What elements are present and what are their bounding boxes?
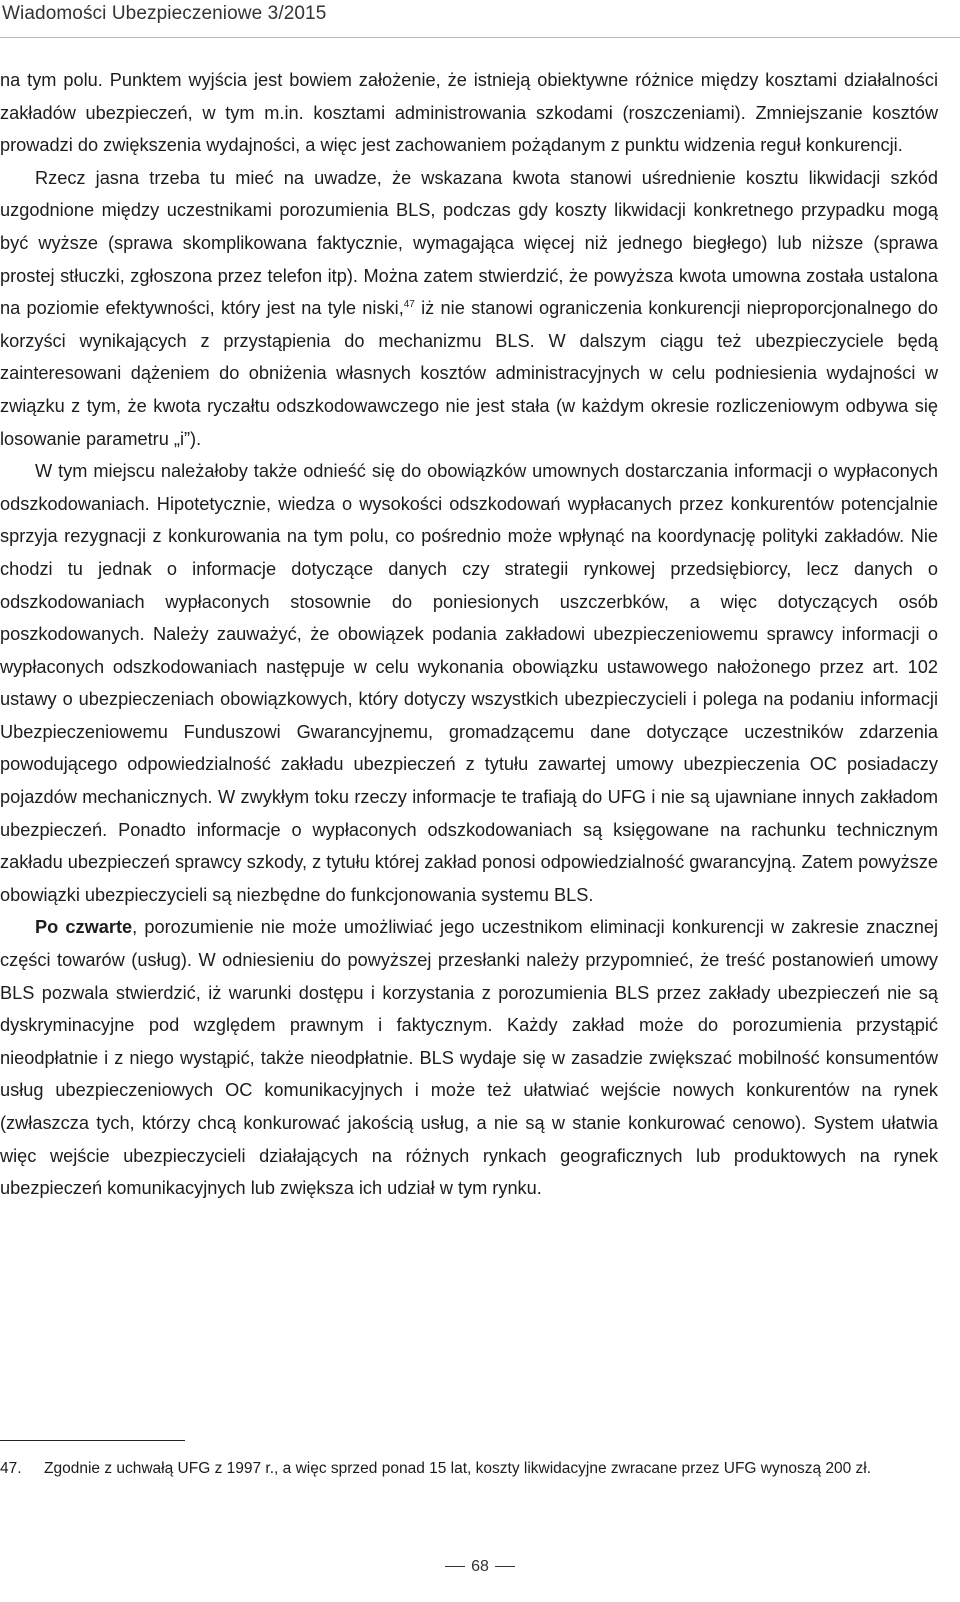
page-number-dash-right [495, 1566, 515, 1567]
paragraph-4-lead: Po czwarte [35, 917, 133, 938]
page-number: 68 [471, 1558, 489, 1575]
header-divider [0, 37, 960, 38]
footnote-47 [0, 1454, 938, 1483]
article-body [0, 64, 938, 1205]
running-header [0, 0, 960, 32]
paragraph-4-text: , porozumienie nie może umożliwiać jego uczestnikom eliminacji konkurencji w zakresie znacznej części towarów (usług). W odniesieniu do powyższej przesłanki należy przypomnieć, że treść postanowień umowy BLS pozwala stwierdzić, iż warunki dostępu i korzystania z porozumienia BLS przez zakłady ubezpieczeń nie są dyskryminacyjne pod względem prawnym i faktycznym. Każdy zakład może do porozumienia przystąpić nieodpłatnie i z niego wystąpić, także nieodpłatnie. BLS wydaje się w zasadzie zwiększać mobilność konsumentów usług ubezpieczeniowych OC komunikacyjnych i może też ułatwiać wejście nowych konkurentów na rynek (zwłaszcza tych, którzy chcą konkurować jakością usług, a nie są w stanie konkurować cenowo). System ułatwia więc wejście ubezpieczycieli działających na różnych rynkach geograficznych lub produktowych na rynek ubezpieczeń komunikacyjnych lub zwiększa ich udział w tym rynku. [0, 917, 939, 1199]
paragraph-4 [0, 911, 938, 1204]
footnote-divider [0, 1440, 185, 1441]
journal-title: Wiadomości Ubezpieczeniowe 3/2015 [2, 3, 327, 24]
paragraph-2 [0, 162, 938, 455]
page-number-dash-left [445, 1566, 465, 1567]
page-number-footer [0, 1558, 960, 1576]
paragraph-2-text-b: iż nie stanowi ograniczenia konkurencji nieproporcjonalnego do korzyści wynikających z przystąpienia do mechanizmu BLS. W dalszym ciągu też ubezpieczyciele będą zainteresowani dążeniem do obniżenia własnych kosztów administracyjnych w celu podniesienia wydajności w związku z tym, że kwota ryczałtu odszkodowawczego nie jest stała (w każdym okresie rozliczeniowym odbywa się losowanie parametru „i”). [0, 298, 938, 449]
footnote-ref-47[interactable]: 47 [403, 299, 415, 311]
paragraph-2-text-a: Rzecz jasna trzeba tu mieć na uwadze, że wskazana kwota stanowi uśrednienie kosztu likwidacji szkód uzgodnione między uczestnikami porozumienia BLS, podczas gdy koszty likwidacji konkretnego przypadku mogą być wyższe (sprawa skomplikowana faktycznie, wymagająca więcej niż jednego biegłego) lub niższe (sprawa prostej stłuczki, zgłoszona przez telefon itp). Można zatem stwierdzić, że powyższa kwota umowna została ustalona na poziomie efektywności, który jest na tyle niski, [0, 167, 938, 319]
paragraph-1: na tym polu. Punktem wyjścia jest bowiem założenie, że istnieją obiektywne różnice między kosztami działalności zakładów ubezpieczeń, w tym m.in. kosztami administrowania szkodami (roszczeniami). Zmniejszanie kosztów prowadzi do zwiększenia wydajności, a więc jest zachowaniem pożądanym z punktu widzenia reguł konkurencji. [0, 70, 938, 156]
footnote-number: 47. [0, 1460, 22, 1477]
footnote-text: Zgodnie z uchwałą UFG z 1997 r., a więc sprzed ponad 15 lat, koszty likwidacyjne zwracane przez UFG wynoszą 200 zł. [44, 1460, 872, 1477]
paragraph-3: W tym miejscu należałoby także odnieść się do obowiązków umownych dostarczania informacji o wypłaconych odszkodowaniach. Hipotetycznie, wiedza o wysokości odszkodowań wypłacanych przez konkurentów potencjalnie sprzyja rezygnacji z konkurowania na tym polu, co pośrednio może wpłynąć na koordynację polityki zakładów. Nie chodzi tu jednak o informacje dotyczące danych czy strategii rynkowej przedsiębiorcy, lecz danych o odszkodowaniach wypłaconych stosownie do poniesionych uszczerbków, a więc dotyczących osób poszkodowanych. Należy zauważyć, że obowiązek podania zakładowi ubezpieczeniowemu sprawcy informacji o wypłaconych odszkodowaniach następuje w celu wykonania obowiązku ustawowego nałożonego przez art. 102 ustawy o ubezpieczeniach obowiązkowych, który dotyczy wszystkich ubezpieczycieli i polega na podaniu informacji Ubezpieczeniowemu Funduszowi Gwarancyjnemu, gromadzącemu dane dotyczące uczestników zdarzenia powodującego odpowiedzialność zakładu ubezpieczeń z tytułu zawartej umowy ubezpieczenia OC posiadaczy pojazdów mechanicznych. W zwykłym toku rzeczy informacje te trafiają do UFG i nie są ujawniane innych zakładom ubezpieczeń. Ponadto informacje o wypłaconych odszkodowaniach są księgowane na rachunku technicznym zakładu ubezpieczeń sprawcy szkody, z tytułu której zakład ponosi odpowiedzialność gwarancyjną. Zatem powyższe obowiązki ubezpieczycieli są niezbędne do funkcjonowania systemu BLS. [0, 461, 938, 905]
